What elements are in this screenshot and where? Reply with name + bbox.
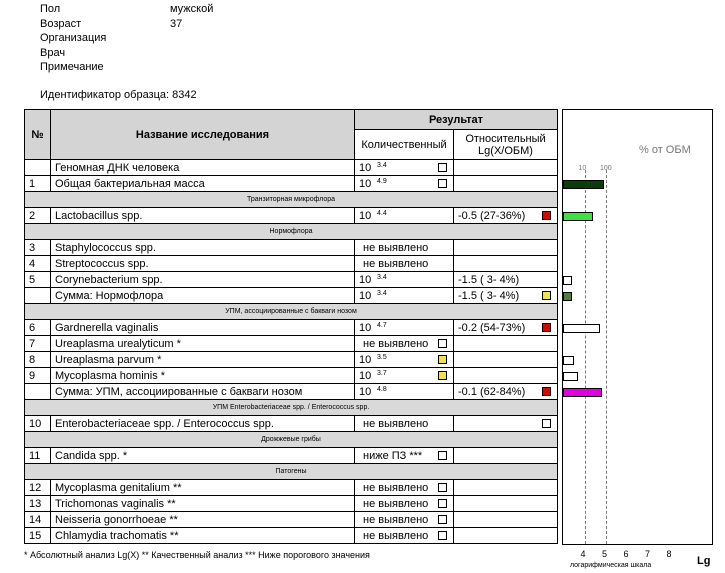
test-name: Геномная ДНК человека — [51, 160, 355, 176]
quant-base: 10 — [359, 385, 372, 398]
table-row — [25, 496, 558, 512]
col-num-header: № — [25, 110, 51, 160]
relative-value: -1.5 ( 3- 4%) — [458, 273, 520, 286]
lg-tick-label: 6 — [623, 549, 629, 559]
section-title: Патогены — [25, 464, 558, 480]
quant-base: 10 — [359, 353, 372, 366]
test-name: Gardnerella vaginalis — [51, 320, 355, 336]
quant-cell — [355, 320, 454, 336]
relative-cell — [454, 256, 558, 272]
patient-field-value: 37 — [170, 17, 183, 30]
relative-cell — [454, 496, 558, 512]
checkbox-icon — [438, 355, 447, 364]
lg-tick-label: 7 — [645, 549, 651, 559]
relative-cell — [454, 512, 558, 528]
quant-exponent: 4.9 — [377, 177, 387, 185]
gridline — [606, 170, 607, 544]
section-row — [25, 224, 558, 240]
relative-cell — [454, 272, 558, 288]
section-title: УПМ, ассоциированные с бакваги нозом — [25, 304, 558, 320]
chart-bar — [563, 372, 578, 381]
relative-cell — [454, 336, 558, 352]
quant-base: 10 — [359, 161, 372, 174]
relative-cell — [454, 176, 558, 192]
table-row — [25, 320, 558, 336]
quant-cell — [355, 480, 454, 496]
row-number: 5 — [25, 272, 51, 288]
patient-field-label: Пол — [40, 3, 61, 15]
row-number: 2 — [25, 208, 51, 224]
quant-cell — [355, 368, 454, 384]
quant-base: 10 — [359, 177, 372, 190]
section-row — [25, 432, 558, 448]
status-square-icon — [542, 323, 551, 332]
table-row — [25, 336, 558, 352]
row-number: 1 — [25, 176, 51, 192]
test-name: Staphylococcus spp. — [51, 240, 355, 256]
checkbox-icon — [438, 499, 447, 508]
quant-exponent: 3.4 — [377, 289, 387, 297]
footnote: * Абсолютный анализ Lg(X) ** Качественный анализ *** Ниже порогового значения — [24, 550, 370, 560]
quant-cell — [355, 384, 454, 400]
test-name: Ureaplasma parvum * — [51, 352, 355, 368]
quant-cell — [355, 528, 454, 544]
status-square-icon — [542, 291, 551, 300]
chart-bar — [563, 356, 574, 365]
quant-cell — [355, 512, 454, 528]
relative-cell — [454, 448, 558, 464]
test-name: Сумма: УПМ, ассоциированные с бакваги нозом — [51, 384, 355, 400]
axis-caption: логарифмическая шкала — [570, 562, 652, 569]
col-result-header: Результат — [355, 110, 558, 130]
section-title: Транзиторная микрофлора — [25, 192, 558, 208]
table-row — [25, 272, 558, 288]
results-table — [24, 109, 558, 544]
gridline — [585, 170, 586, 544]
table-row — [25, 288, 558, 304]
section-row — [25, 464, 558, 480]
section-title: УПМ Enterobacteriaceae spp. / Enterococcus spp. — [25, 400, 558, 416]
test-name: Streptococcus spp. — [51, 256, 355, 272]
table-row — [25, 384, 558, 400]
row-number: 9 — [25, 368, 51, 384]
relative-value: -0.1 (62-84%) — [458, 385, 526, 398]
quant-exponent: 4.7 — [377, 321, 387, 329]
quant-text: не выявлено — [363, 257, 429, 270]
col-name-header: Название исследования — [51, 110, 355, 160]
relative-cell — [454, 320, 558, 336]
relative-cell — [454, 368, 558, 384]
quant-cell — [355, 256, 454, 272]
quant-exponent: 4.8 — [377, 385, 387, 393]
table-row — [25, 512, 558, 528]
patient-field-label: Организация — [40, 32, 107, 44]
checkbox-icon — [438, 339, 447, 348]
test-name: Общая бактериальная масса — [51, 176, 355, 192]
relative-cell — [454, 288, 558, 304]
table-row — [25, 176, 558, 192]
quant-cell — [355, 496, 454, 512]
quant-text: не выявлено — [363, 481, 429, 494]
test-name: Mycoplasma hominis * — [51, 368, 355, 384]
patient-field-value: мужской — [170, 3, 214, 15]
relative-cell — [454, 240, 558, 256]
quant-text: не выявлено — [363, 497, 429, 510]
quant-base: 10 — [359, 273, 372, 286]
relative-value: -0.5 (27-36%) — [458, 209, 526, 222]
row-number — [25, 160, 51, 176]
chart-bar — [563, 180, 604, 189]
quant-exponent: 3.7 — [377, 369, 387, 377]
quant-text: не выявлено — [363, 513, 429, 526]
patient-field-label: Возраст — [40, 17, 82, 30]
chart-bar — [563, 212, 593, 221]
table-row — [25, 240, 558, 256]
test-name: Lactobacillus spp. — [51, 208, 355, 224]
status-square-icon — [542, 419, 551, 428]
patient-field-label: Врач — [40, 46, 66, 59]
section-title: Дрожжевые грибы — [25, 432, 558, 448]
quant-cell — [355, 240, 454, 256]
table-row — [25, 416, 558, 432]
quant-exponent: 3.5 — [377, 353, 387, 361]
chart-panel — [562, 109, 713, 545]
relative-cell — [454, 480, 558, 496]
relative-cell — [454, 416, 558, 432]
quant-base: 10 — [359, 321, 372, 334]
checkbox-icon — [438, 371, 447, 380]
section-row — [25, 192, 558, 208]
table-row — [25, 368, 558, 384]
row-number — [25, 384, 51, 400]
quant-text: не выявлено — [363, 529, 429, 542]
section-title: Нормофлора — [25, 224, 558, 240]
row-number: 12 — [25, 480, 51, 496]
checkbox-icon — [438, 179, 447, 188]
axis-label: Lg — [697, 555, 711, 567]
col-rel-header: Относительный Lg(X/ОБМ) — [454, 130, 558, 160]
quant-cell — [355, 208, 454, 224]
table-row — [25, 528, 558, 544]
row-number: 15 — [25, 528, 51, 544]
quant-exponent: 3.4 — [377, 161, 387, 169]
relative-cell — [454, 208, 558, 224]
row-number: 11 — [25, 448, 51, 464]
test-name: Candida spp. * — [51, 448, 355, 464]
chart-title: % от ОБМ — [639, 144, 691, 156]
quant-text: не выявлено — [363, 337, 429, 350]
status-square-icon — [542, 211, 551, 220]
checkbox-icon — [438, 451, 447, 460]
row-number: 7 — [25, 336, 51, 352]
row-number: 6 — [25, 320, 51, 336]
lg-tick-label: 4 — [580, 549, 586, 559]
table-row — [25, 160, 558, 176]
quant-exponent: 3.4 — [377, 273, 387, 281]
checkbox-icon — [438, 531, 447, 540]
quant-exponent: 4.4 — [377, 209, 387, 217]
sample-id: Идентификатор образца: 8342 — [40, 89, 197, 101]
row-number: 10 — [25, 416, 51, 432]
table-row — [25, 480, 558, 496]
table-row — [25, 352, 558, 368]
test-name: Сумма: Нормофлора — [51, 288, 355, 304]
row-number: 3 — [25, 240, 51, 256]
status-square-icon — [542, 387, 551, 396]
row-number — [25, 288, 51, 304]
checkbox-icon — [438, 483, 447, 492]
quant-cell — [355, 448, 454, 464]
quant-cell — [355, 176, 454, 192]
lg-tick-label: 8 — [666, 549, 672, 559]
quant-cell — [355, 272, 454, 288]
patient-field-label: Примечание — [40, 61, 104, 73]
section-row — [25, 400, 558, 416]
quant-text: не выявлено — [363, 241, 429, 254]
checkbox-icon — [438, 163, 447, 172]
row-number: 8 — [25, 352, 51, 368]
quant-cell — [355, 352, 454, 368]
row-number: 13 — [25, 496, 51, 512]
quant-cell — [355, 160, 454, 176]
chart-bar — [563, 292, 572, 301]
chart-bar — [563, 324, 600, 333]
quant-cell — [355, 336, 454, 352]
section-row — [25, 304, 558, 320]
col-quant-header: Количественный — [355, 130, 454, 160]
quant-text: ниже ПЗ *** — [363, 449, 423, 462]
pct-tick-label: 100 — [600, 165, 612, 172]
quant-cell — [355, 288, 454, 304]
relative-cell — [454, 352, 558, 368]
quant-cell — [355, 416, 454, 432]
quant-base: 10 — [359, 369, 372, 382]
chart-bar — [563, 388, 602, 397]
test-name: Chlamydia trachomatis ** — [51, 528, 355, 544]
relative-cell — [454, 160, 558, 176]
quant-text: не выявлено — [363, 417, 429, 430]
lg-tick-label: 5 — [602, 549, 608, 559]
row-number: 14 — [25, 512, 51, 528]
test-name: Trichomonas vaginalis ** — [51, 496, 355, 512]
test-name: Mycoplasma genitalium ** — [51, 480, 355, 496]
test-name: Ureaplasma urealyticum * — [51, 336, 355, 352]
checkbox-icon — [438, 515, 447, 524]
test-name: Neisseria gonorrhoeae ** — [51, 512, 355, 528]
test-name: Enterobacteriaceae spp. / Enterococcus spp. — [51, 416, 355, 432]
relative-cell — [454, 384, 558, 400]
row-number: 4 — [25, 256, 51, 272]
chart-bar — [563, 276, 572, 285]
relative-value: -0.2 (54-73%) — [458, 321, 526, 334]
table-row — [25, 256, 558, 272]
test-name: Corynebacterium spp. — [51, 272, 355, 288]
pct-tick-label: 10 — [578, 165, 587, 172]
table-row — [25, 208, 558, 224]
relative-value: -1.5 ( 3- 4%) — [458, 289, 520, 302]
quant-base: 10 — [359, 289, 372, 302]
relative-cell — [454, 528, 558, 544]
table-row — [25, 448, 558, 464]
quant-base: 10 — [359, 209, 372, 222]
